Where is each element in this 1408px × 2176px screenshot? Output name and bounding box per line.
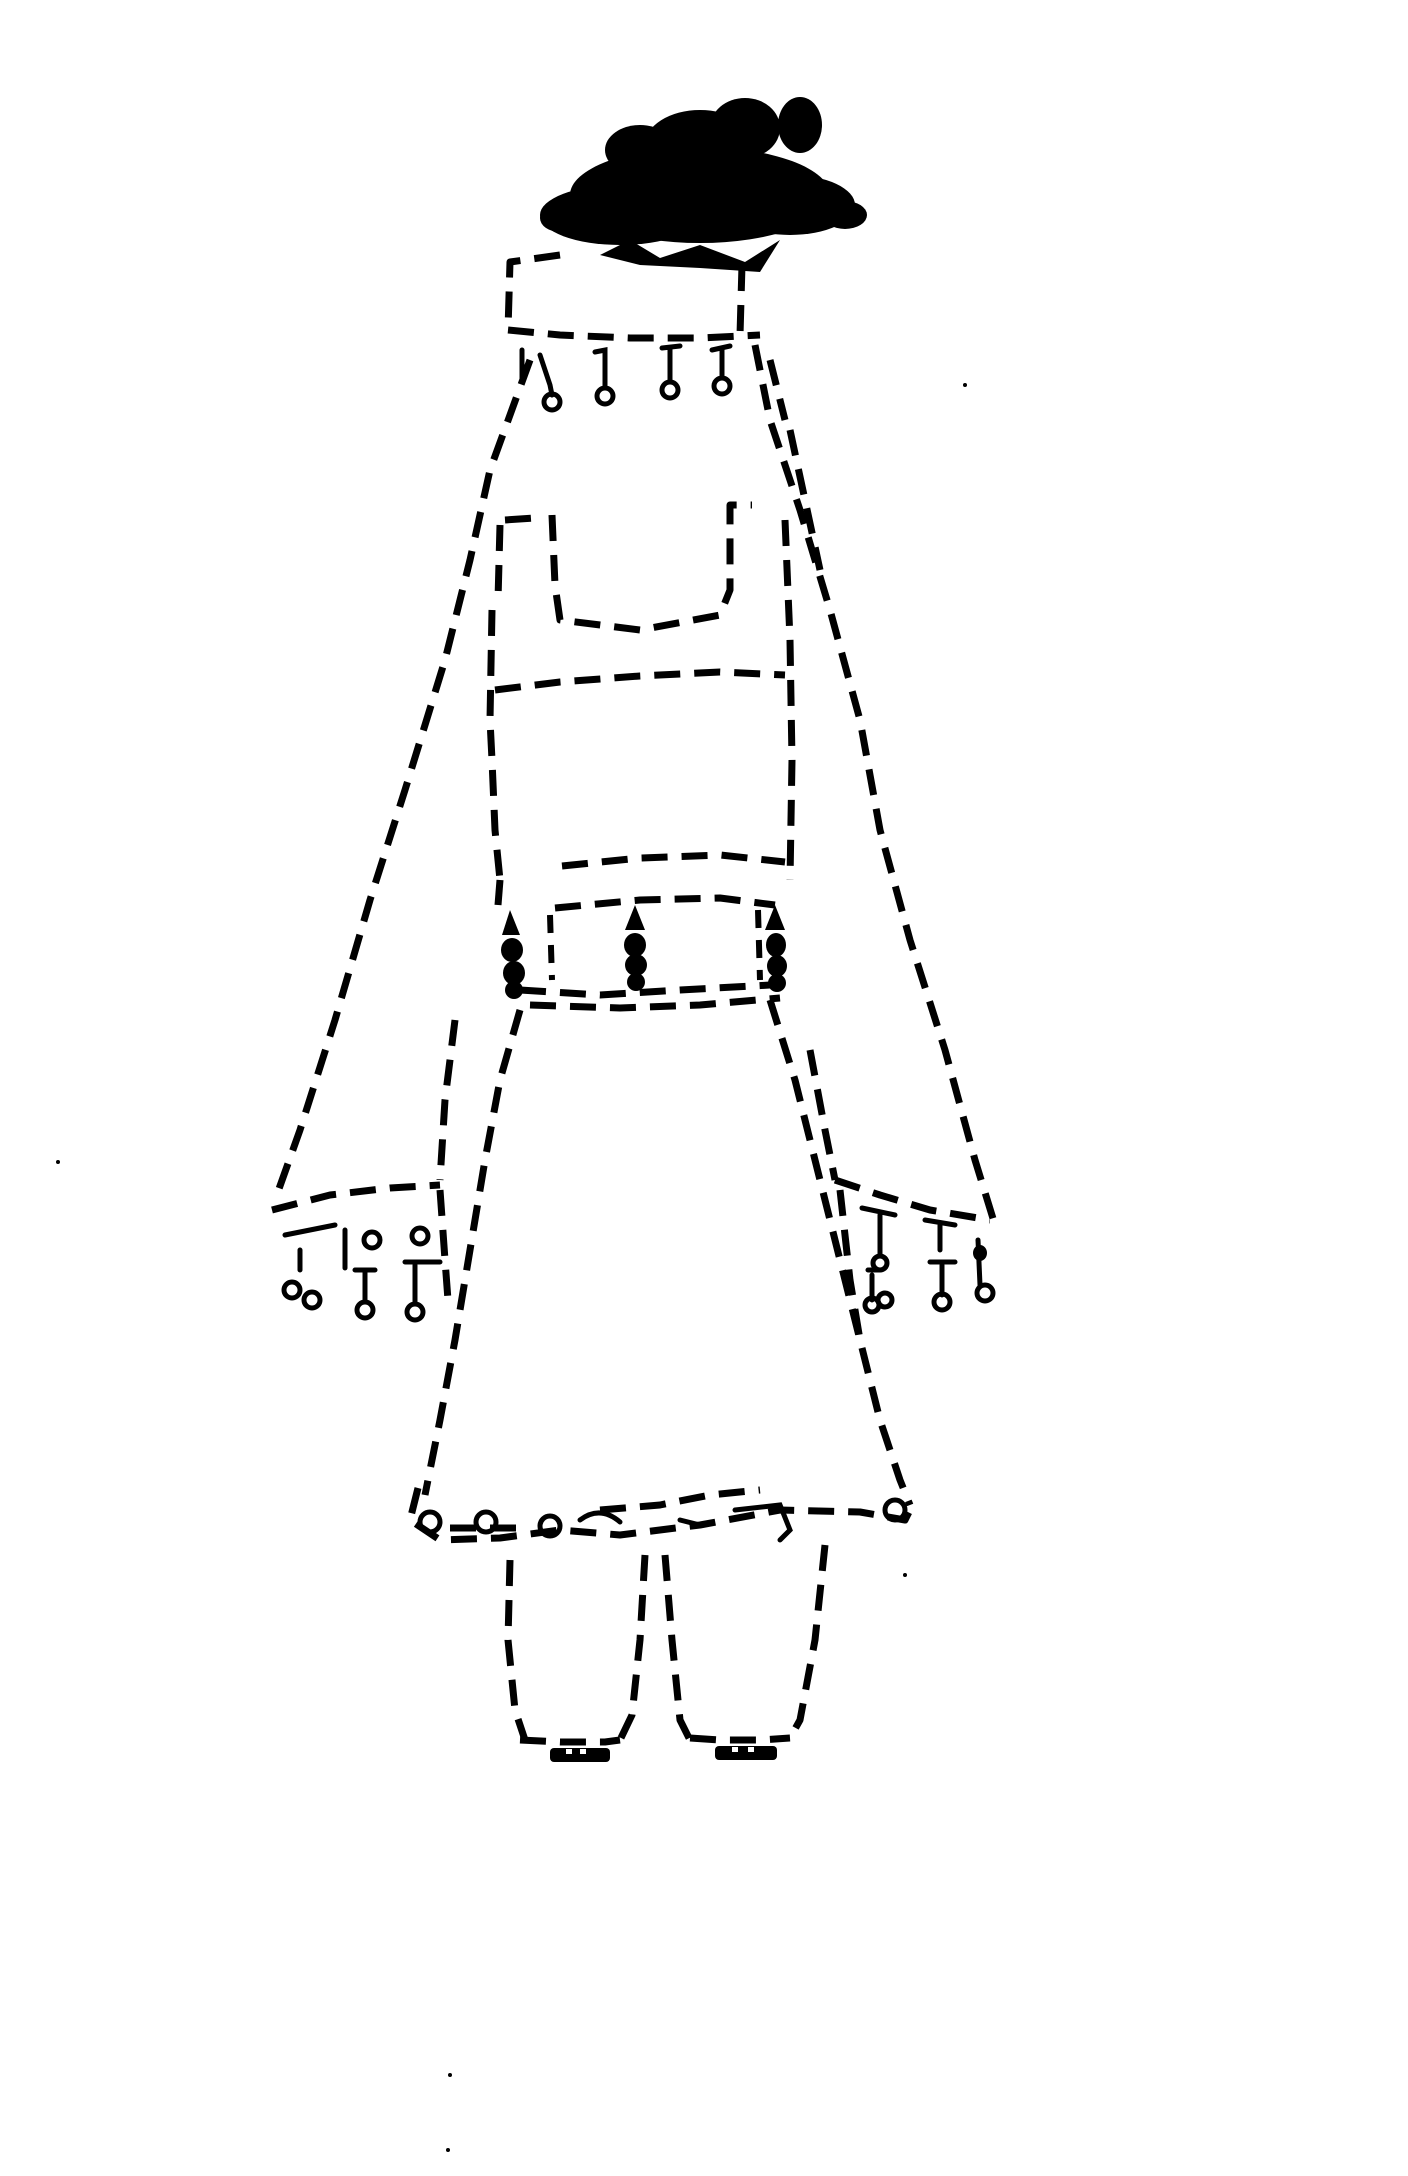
- skirt-hem: [410, 1488, 915, 1540]
- left-foot: [520, 1740, 620, 1762]
- hair-sides: [275, 345, 995, 1225]
- right-hand-fringe: [862, 1208, 993, 1312]
- skirt: [425, 1000, 910, 1505]
- left-hand-fringe: [284, 1225, 440, 1320]
- feather-plume: [540, 97, 867, 272]
- right-foot: [690, 1738, 790, 1760]
- legs: [508, 1545, 825, 1740]
- upper-torso: [490, 520, 792, 905]
- paper-specks: [56, 383, 967, 2152]
- head-dangles: [522, 346, 730, 410]
- face-mask: [498, 505, 752, 630]
- belt: [501, 855, 787, 1008]
